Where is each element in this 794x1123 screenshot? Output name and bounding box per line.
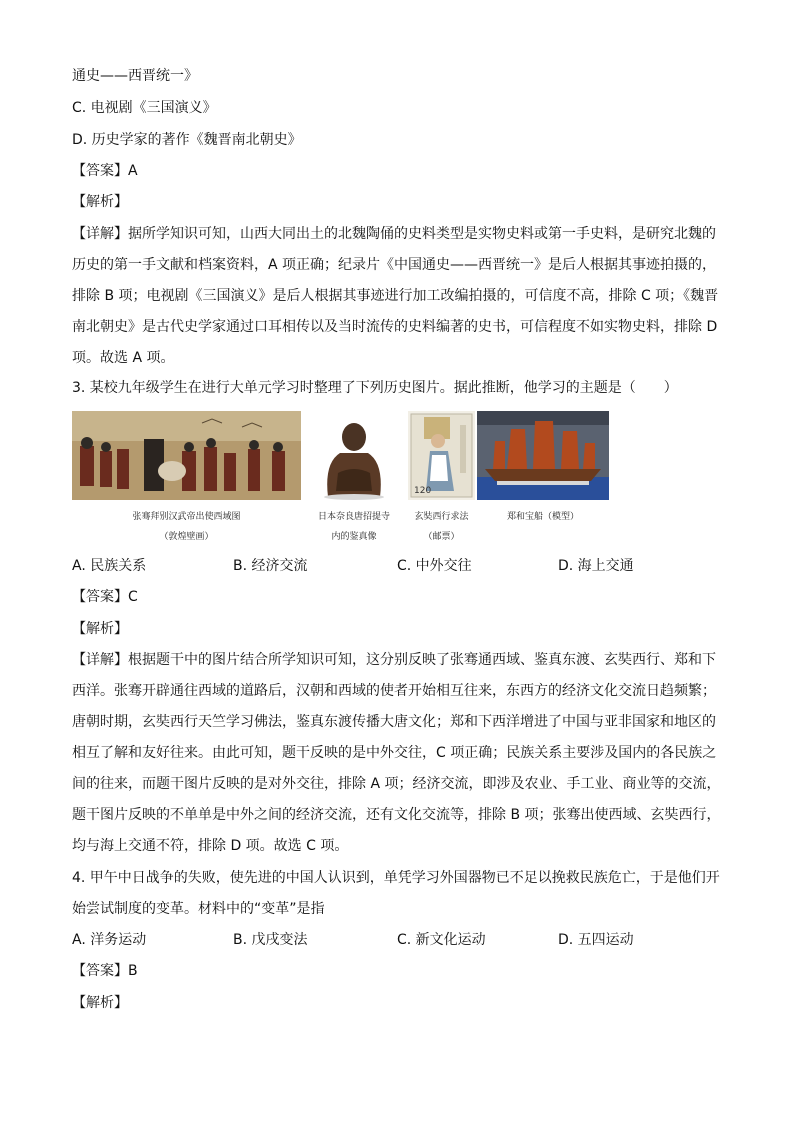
q4-answer: 【答案】B: [72, 963, 138, 979]
q2-detail-line: 南北朝史》是古代史学家通过口耳相传以及当时流传的史料编著的史书，可信程度不如实物史料，排除 D: [72, 319, 718, 335]
q4-stem-line: 4. 甲午中日战争的失败，使先进的中国人认识到，单凭学习外国器物已不足以挽救民族危亡，于是他们开: [72, 870, 720, 886]
jianzhen-statue-image: [310, 413, 398, 500]
q2-detail-line: 项。故选 A 项。: [72, 350, 175, 366]
stamp-caption-sub: （邮票）: [423, 532, 460, 542]
q4-analysis-heading: 【解析】: [72, 995, 128, 1011]
q4-stem-line: 始尝试制度的变革。材料中的“变革”是指: [72, 901, 325, 917]
q4-stem: [72, 863, 724, 925]
q3-detail-line: 均与海上交通不符，排除 D 项。故选 C 项。: [72, 838, 349, 854]
previous-option-tail: 通史——西晋统一》: [72, 68, 198, 84]
q2-detail-line: 历史的第一手文献和档案资料，A 项正确；纪录片《中国通史——西晋统一》是后人根据其事迹拍摄的，: [72, 257, 717, 273]
q2-answer: 【答案】A: [72, 163, 138, 179]
q3-option-a: A. 民族关系: [72, 558, 147, 574]
q4-option-d: D. 五四运动: [558, 932, 634, 948]
q2-option-c: C. 电视剧《三国演义》: [72, 100, 217, 116]
q3-option-d: D. 海上交通: [558, 558, 634, 574]
statue-caption: 日本奈良唐招提寺: [317, 512, 390, 522]
q3-stem: 3. 某校九年级学生在进行大单元学习时整理了下列历史图片。据此推断，他学习的主题是（ ）: [72, 380, 678, 396]
q4-option-b: B. 戊戌变法: [233, 932, 308, 948]
q3-analysis-heading: 【解析】: [72, 621, 128, 637]
stamp-caption: 玄奘西行求法: [414, 512, 469, 522]
q2-option-d: D. 历史学家的著作《魏晋南北朝史》: [72, 132, 302, 148]
q3-detail-line: 唐朝时期，玄奘西行天竺学习佛法，鉴真东渡传播大唐文化；郑和下西洋增进了中国与亚非国家和地区的: [72, 714, 716, 730]
q3-detail-explanation: [72, 645, 724, 862]
q4-option-a: A. 洋务运动: [72, 932, 147, 948]
treasure-ship-image: [477, 411, 609, 500]
q2-analysis-heading: 【解析】: [72, 194, 128, 210]
statue-caption-sub: 内的鉴真像: [331, 532, 377, 542]
xuanzang-stamp-image: [408, 411, 475, 500]
q3-detail-line: 【详解】根据题干中的图片结合所学知识可知，这分别反映了张骞通西域、鉴真东渡、玄奘西行、郑和下: [72, 652, 716, 668]
mural-caption-sub: （敦煌壁画）: [159, 532, 214, 542]
mural-image: [72, 411, 301, 500]
q3-detail-line: 题干图片反映的不单单是中外之间的经济交流，还有文化交流等，排除 B 项；张骞出使西域、玄奘西行，: [72, 807, 721, 823]
stamp-value: 120: [414, 486, 432, 496]
q3-answer: 【答案】C: [72, 589, 138, 605]
mural-caption: 张骞拜别汉武帝出使西域图: [132, 512, 241, 522]
q3-detail-line: 西洋。张骞开辟通往西域的道路后，汉朝和西域的使者开始相互往来，东西方的经济文化交流日趋频繁；: [72, 683, 716, 699]
q4-option-c: C. 新文化运动: [397, 932, 486, 948]
q2-detail-line: 排除 B 项；电视剧《三国演义》是后人根据其事迹进行加工改编拍摄的，可信度不高，排除 C 项；《魏晋: [72, 288, 719, 304]
q3-option-b: B. 经济交流: [233, 558, 308, 574]
q3-detail-line: 间的往来，而题干图片反映的是对外交往，排除 A 项；经济交流，即涉及农业、手工业、商业等的交流，: [72, 776, 721, 792]
ship-caption: 郑和宝船（模型）: [506, 512, 579, 522]
q3-detail-line: 相互了解和友好往来。由此可知，题干反映的是中外交往，C 项正确；民族关系主要涉及国内的各民族之: [72, 745, 717, 761]
q2-detail-explanation: [72, 219, 724, 374]
q3-option-c: C. 中外交往: [397, 558, 472, 574]
q2-detail-line: 【详解】据所学知识可知，山西大同出土的北魏陶俑的史料类型是实物史料或第一手史料，是研究北魏的: [72, 226, 716, 242]
